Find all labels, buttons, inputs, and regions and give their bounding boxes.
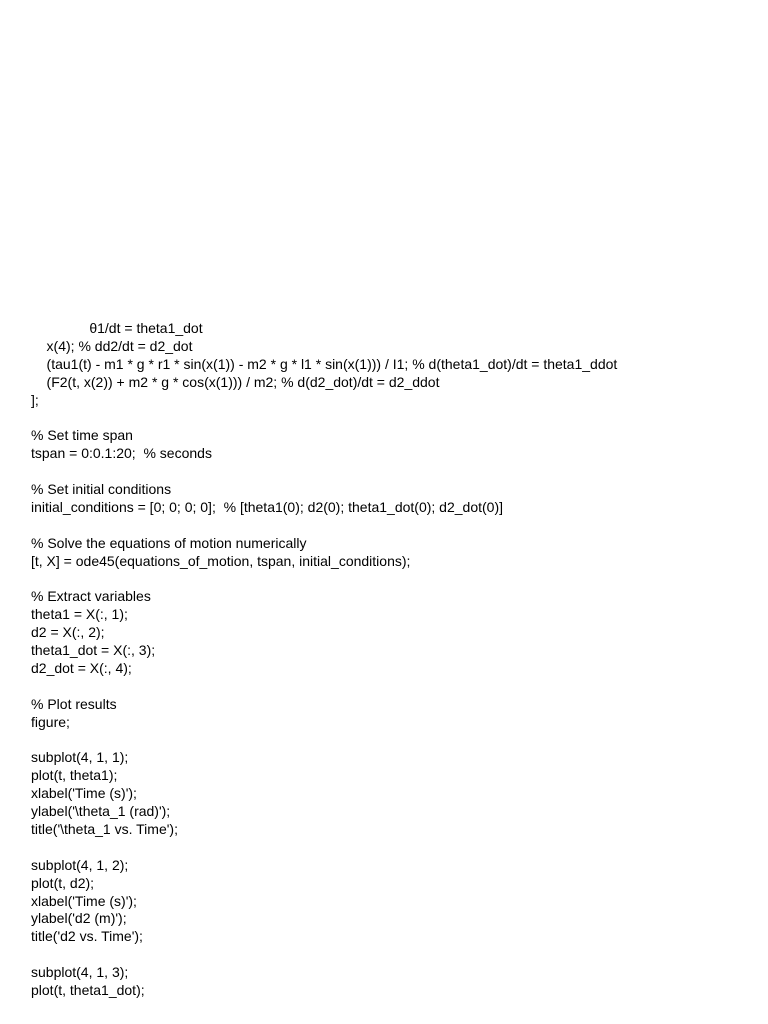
code-line: title('\theta_1 vs. Time'); xyxy=(31,820,178,837)
code-line xyxy=(31,839,751,857)
code-line xyxy=(31,463,751,481)
code-line: subplot(4, 1, 2); xyxy=(31,856,129,873)
code-line: xlabel('Time (s)'); xyxy=(31,785,137,802)
code-line: xlabel('Time (s)'); xyxy=(31,892,137,909)
code-line: % Solve the equations of motion numerically xyxy=(31,534,307,551)
code-line: % Extract variables xyxy=(31,588,151,605)
code-line: ylabel('d2 (m)'); xyxy=(31,910,127,927)
code-line xyxy=(31,570,751,588)
code-line: theta1_dot = X(:, 3); xyxy=(31,642,156,659)
code-line xyxy=(31,731,751,749)
code-line: θ1/dt = theta1_dot xyxy=(31,320,203,336)
code-line: (tau1(t) - m1 * g * r1 * sin(x(1)) - m2 * g * l1 * sin(x(1))) / I1; % d(theta1_dot)/dt = theta1_ddot xyxy=(31,355,618,372)
code-line: ]; xyxy=(31,391,39,408)
code-line: subplot(4, 1, 3); xyxy=(31,964,129,981)
code-line: plot(t, d2); xyxy=(31,874,95,891)
code-line xyxy=(31,517,751,535)
code-line xyxy=(31,946,751,964)
code-line: initial_conditions = [0; 0; 0; 0]; % [theta1(0); d2(0); theta1_dot(0); d2_dot(0)] xyxy=(31,498,504,515)
code-line: ylabel('\theta_1 (rad)'); xyxy=(31,803,171,820)
code-line: % Set initial conditions xyxy=(31,481,172,498)
code-line xyxy=(31,409,751,427)
code-line: d2 = X(:, 2); xyxy=(31,624,105,641)
code-line: subplot(4, 1, 1); xyxy=(31,749,129,766)
code-line: plot(t, theta1_dot); xyxy=(31,981,145,998)
code-line: (F2(t, x(2)) + m2 * g * cos(x(1))) / m2; % d(d2_dot)/dt = d2_ddot xyxy=(31,373,440,390)
code-line: % Set time span xyxy=(31,427,133,444)
code-line: [t, X] = ode45(equations_of_motion, tspan, initial_conditions); xyxy=(31,552,411,569)
code-line: plot(t, theta1); xyxy=(31,767,118,784)
code-line: % Plot results xyxy=(31,695,117,712)
code-document xyxy=(31,320,751,1000)
code-line: x(4); % dd2/dt = d2_dot xyxy=(31,337,193,354)
code-line: d2_dot = X(:, 4); xyxy=(31,659,132,676)
code-line: figure; xyxy=(31,713,70,730)
code-line: title('d2 vs. Time'); xyxy=(31,928,143,945)
code-line: theta1 = X(:, 1); xyxy=(31,606,128,623)
code-line xyxy=(31,678,751,696)
code-line: tspan = 0:0.1:20; % seconds xyxy=(31,445,212,462)
